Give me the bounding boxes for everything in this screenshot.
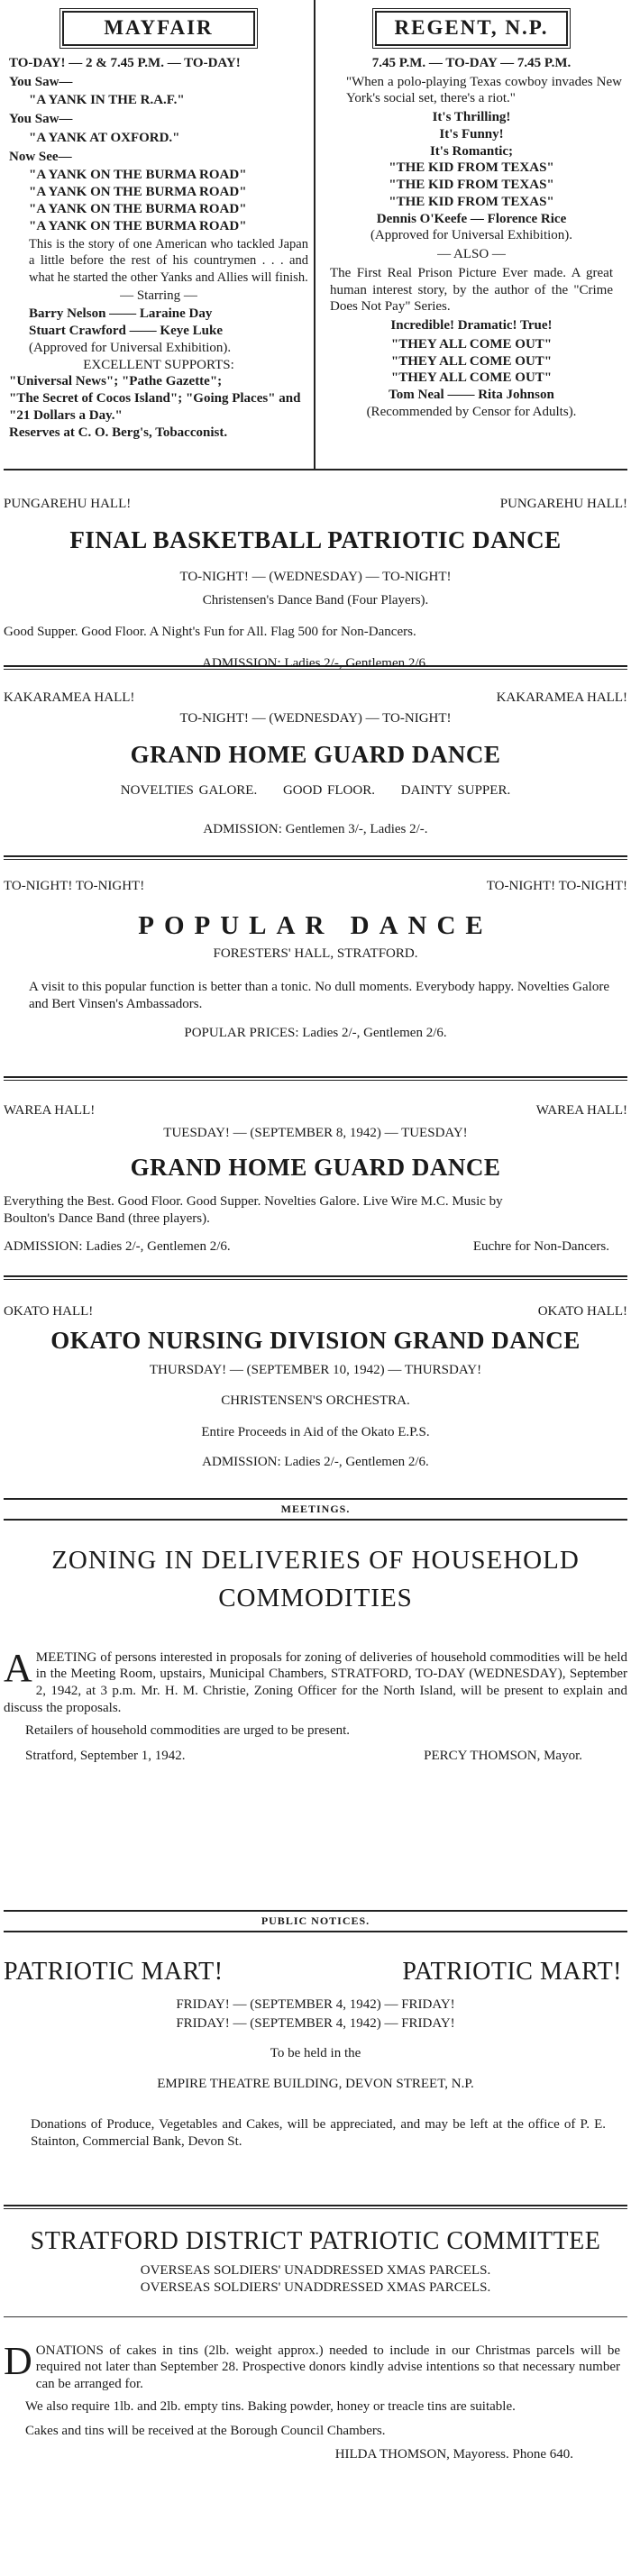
regent-cast-2: Tom Neal —— Rita Johnson [389, 388, 554, 402]
hall-right: OKATO HALL! [537, 1304, 627, 1319]
kakaramea-title: GRAND HOME GUARD DANCE [130, 740, 501, 768]
kakaramea-admission: ADMISSION: Gentlemen 3/-, Ladies 2/-. [203, 822, 428, 836]
regent-funny: It's Funny! [439, 126, 504, 142]
mayfair-story: This is the story of one American who tackled Japan a little before the rest of his countrymen . . . and what he started the other Yanks and Allies will finish. [29, 237, 308, 285]
hall-left: KAKARAMEA HALL! [4, 690, 135, 705]
popular-body: A visit to this popular function is better than a tonic. No dull moments. Everybody happy. Novelties Galore and Bert Vinsen's Ambassadors. [29, 979, 609, 1011]
mayfair-cast-1: Barry Nelson —— Laraine Day [29, 306, 213, 322]
divider [4, 2316, 627, 2317]
feature-line: "A YANK ON THE BURMA ROAD" [29, 185, 247, 199]
okato-title: OKATO NURSING DIVISION GRAND DANCE [50, 1326, 581, 1354]
hall-right: WAREA HALL! [535, 1103, 627, 1118]
committee-title: STRATFORD DISTRICT PATRIOTIC COMMITTEE [30, 2227, 601, 2255]
mart-venue: EMPIRE THEATRE BUILDING, DEVON STREET, N.P. [157, 2077, 474, 2092]
newspaper-page [4, 0, 627, 2562]
mart-titles [4, 1956, 627, 1987]
now-see: Now See— [9, 149, 72, 164]
zoning-title-2: COMMODITIES [218, 1584, 413, 1613]
mayfair-reserves: Reserves at C. O. Berg's, Tobacconist. [9, 425, 228, 440]
dropcap: D [4, 2338, 32, 2383]
tonight-left: TO-NIGHT! TO-NIGHT! [4, 879, 145, 893]
hall-left: PUNGAREHU HALL! [4, 497, 132, 511]
regent-cast: Dennis O'Keefe — Florence Rice [376, 211, 567, 226]
film-1: "A YANK IN THE R.A.F." [29, 93, 185, 108]
pungarehu-band: Christensen's Dance Band (Four Players). [202, 593, 429, 608]
tonight-right: TO-NIGHT! TO-NIGHT! [486, 879, 627, 893]
regent-blurb: "When a polo-playing Texas cowboy invades New York's social set, there's a riot." [346, 74, 622, 106]
zoning-body: AMEETING of persons interested in proposals for zoning of deliveries of household commodities will be held in the Meeting Room, upstairs, Municipal Chambers, STRATFORD, TO-DAY (WEDNESDAY), September 2, 1942, at 3 p.m. Mr. H. M. Christie, Zoning Officer for the North Island, will be present to explain and discuss the proposals. [4, 1645, 627, 1715]
pungarehu-admission: ADMISSION: Ladies 2/-, Gentlemen 2/6. [202, 655, 429, 671]
feature-line: "THE KID FROM TEXAS" [389, 160, 554, 176]
zoning-retailers: Retailers of household commodities are urged to be present. [25, 1722, 351, 1738]
warea-title: GRAND HOME GUARD DANCE [130, 1153, 501, 1181]
warea-euchre: Euchre for Non-Dancers. [472, 1238, 609, 1254]
hall-right: PUNGAREHU HALL! [499, 497, 627, 511]
feature-line: "A YANK ON THE BURMA ROAD" [29, 218, 247, 233]
floor: GOOD FLOOR. [282, 783, 375, 799]
feature-line: "THEY ALL COME OUT" [390, 370, 553, 386]
novelties: NOVELTIES GALORE. [120, 783, 258, 799]
popular-dance-advert [4, 860, 627, 1076]
mayfair-advert [4, 0, 316, 469]
feature-line: "THEY ALL COME OUT" [390, 353, 553, 369]
supports-head: EXCELLENT SUPPORTS: [83, 357, 234, 372]
mart-title-left: PATRIOTIC MART! [4, 1958, 224, 1986]
kakaramea-advert [4, 670, 627, 855]
starring: — Starring — [120, 288, 197, 303]
regent-thrilling: It's Thrilling! [432, 110, 511, 124]
warea-details: Everything the Best. Good Floor. Good Supper. Novelties Galore. Live Wire M.C. Music by Boulton's Dance Band (three players). [4, 1194, 503, 1226]
hall-left: OKATO HALL! [4, 1304, 94, 1319]
mart-when-2: FRIDAY! — (SEPTEMBER 4, 1942) — FRIDAY! [176, 2015, 455, 2031]
okato-when: THURSDAY! — (SEPTEMBER 10, 1942) — THURSDAY! [149, 1362, 482, 1377]
regent-romantic: It's Romantic; [429, 143, 514, 159]
popular-venue: FORESTERS' HALL, STRATFORD. [213, 946, 418, 961]
regent-tagline: Incredible! Dramatic! True! [390, 318, 553, 333]
mart-donations: Donations of Produce, Vegetables and Cakes, will be appreciated, and may be left at the office of P. E. Stainton, Commercial Bank, Devon St. [31, 2117, 606, 2149]
mayfair-approval: (Approved for Universal Exhibition). [29, 340, 232, 355]
regent-second-blurb: The First Real Prison Picture Ever made. A great human interest story, by the author of the "Crime Does Not Pay" Series. [330, 265, 613, 315]
committee-body: DONATIONS of cakes in tins (2lb. weight approx.) needed to include in our Christmas parcels will be required not later than September 28. Prospective donors kindly advise intentions so that necessary number can be arranged for. [4, 2338, 620, 2391]
hall-right: KAKARAMEA HALL! [496, 690, 627, 705]
meetings-header: MEETINGS. [280, 1503, 351, 1515]
feature-line: "THEY ALL COME OUT" [390, 336, 553, 352]
notices-header: PUBLIC NOTICES. [261, 1914, 370, 1927]
feature-line: "THE KID FROM TEXAS" [389, 194, 554, 209]
regent-title: REGENT, N.P. [375, 11, 568, 46]
mart-title-right: PATRIOTIC MART! [402, 1958, 622, 1986]
pungarehu-when: TO-NIGHT! — (WEDNESDAY) — TO-NIGHT! [179, 569, 452, 584]
supports-1: "Universal News"; "Pathe Gazette"; [9, 374, 223, 389]
supper: DAINTY SUPPER. [400, 783, 511, 799]
regent-advert [316, 0, 627, 469]
committee-received: Cakes and tins will be received at the Borough Council Chambers. [25, 2423, 386, 2438]
okato-proceeds: Entire Proceeds in Aid of the Okato E.P.S. [201, 1425, 430, 1439]
mart-held: To be held in the [270, 2045, 361, 2060]
you-saw-1: You Saw— [9, 74, 73, 89]
kakaramea-when: TO-NIGHT! — (WEDNESDAY) — TO-NIGHT! [179, 710, 452, 726]
mayfair-cast-2: Stuart Crawford —— Keye Luke [29, 324, 223, 339]
okato-orchestra: CHRISTENSEN'S ORCHESTRA. [221, 1393, 410, 1409]
dropcap: A [4, 1645, 32, 1690]
warea-advert [4, 1081, 627, 1275]
mayfair-today: TO-DAY! — 2 & 7.45 P.M. — TO-DAY! [9, 55, 241, 70]
you-saw-2: You Saw— [9, 112, 73, 126]
hall-left: WAREA HALL! [4, 1103, 96, 1118]
regent-approval: (Approved for Universal Exhibition). [370, 228, 573, 243]
zoning-footer [4, 1748, 627, 1765]
supports-2: "The Secret of Cocos Island"; "Going Places" and "21 Dollars a Day." [9, 391, 301, 423]
zoning-notice [4, 1521, 627, 1910]
warea-when: TUESDAY! — (SEPTEMBER 8, 1942) — TUESDAY! [163, 1125, 468, 1140]
regent-also: — ALSO — [437, 247, 506, 261]
mart-when-1: FRIDAY! — (SEPTEMBER 4, 1942) — FRIDAY! [176, 1997, 455, 2012]
popular-title: POPULAR DANCE [138, 910, 493, 940]
pungarehu-advert [4, 470, 627, 671]
committee-line-1: OVERSEAS SOLDIERS' UNADDRESSED XMAS PARCELS. [140, 2263, 491, 2278]
committee-notice [4, 2209, 627, 2562]
feature-line: "THE KID FROM TEXAS" [389, 178, 554, 192]
zoning-date: Stratford, September 1, 1942. [25, 1749, 186, 1764]
committee-signed: HILDA THOMSON, Mayoress. Phone 640. [334, 2447, 573, 2462]
pungarehu-title: FINAL BASKETBALL PATRIOTIC DANCE [69, 525, 562, 553]
popular-prices: POPULAR PRICES: Ladies 2/-, Gentlemen 2/6. [184, 1026, 447, 1041]
okato-admission: ADMISSION: Ladies 2/-, Gentlemen 2/6. [202, 1454, 429, 1469]
committee-tins: We also require 1lb. and 2lb. empty tins. Baking powder, honey or treacle tins are suitable. [25, 2398, 516, 2414]
zoning-title-1: ZONING IN DELIVERIES OF HOUSEHOLD [51, 1546, 580, 1575]
regent-recommend: (Recommended by Censor for Adults). [366, 404, 577, 419]
regent-time: 7.45 P.M. — TO-DAY — 7.45 P.M. [371, 55, 572, 70]
mayfair-title: MAYFAIR [62, 11, 255, 46]
okato-advert [4, 1280, 627, 1498]
cinema-section [4, 0, 627, 470]
committee-line-2: OVERSEAS SOLDIERS' UNADDRESSED XMAS PARCELS. [140, 2279, 491, 2295]
pungarehu-details: Good Supper. Good Floor. A Night's Fun for All. Flag 500 for Non-Dancers. [4, 625, 416, 639]
warea-footer [4, 1238, 627, 1256]
feature-line: "A YANK ON THE BURMA ROAD" [29, 201, 247, 216]
zoning-signed: PERCY THOMSON, Mayor. [424, 1749, 582, 1764]
patriotic-mart [4, 1932, 627, 2205]
film-2: "A YANK AT OXFORD." [29, 130, 180, 145]
kakaramea-details [4, 782, 627, 799]
warea-admission: ADMISSION: Ladies 2/-, Gentlemen 2/6. [4, 1238, 231, 1254]
feature-line: "A YANK ON THE BURMA ROAD" [29, 168, 247, 183]
